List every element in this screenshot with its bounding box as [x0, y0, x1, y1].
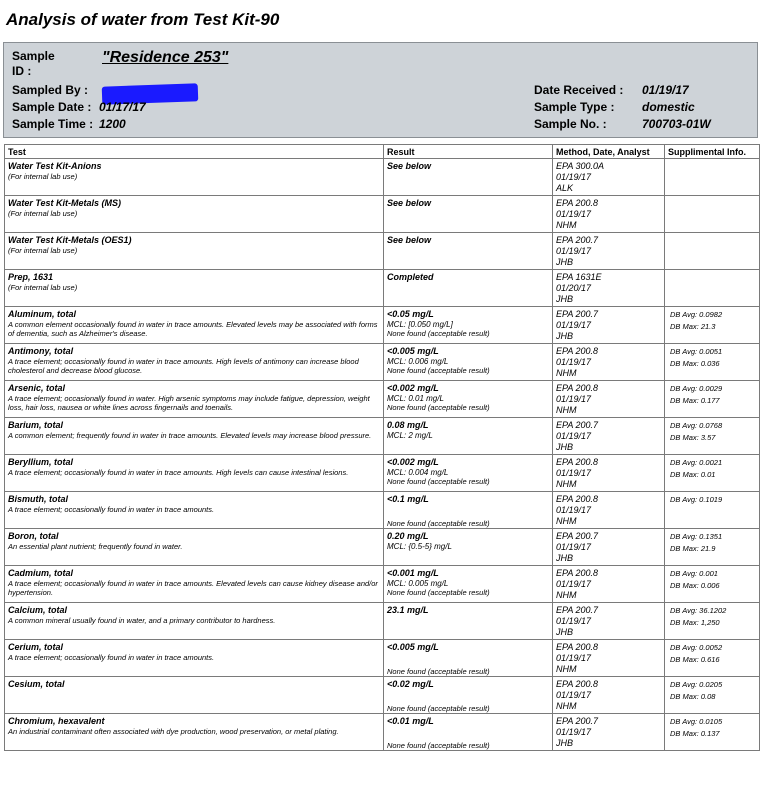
test-description: (For internal lab use): [8, 209, 78, 218]
method-cell: [553, 233, 665, 270]
supplemental-cell: [665, 529, 760, 566]
method-line: 01/19/17: [556, 727, 592, 737]
table-row: [5, 307, 760, 344]
method-line: 01/19/17: [556, 172, 592, 182]
method-line: 01/19/17: [556, 468, 592, 478]
result-value: See below: [387, 198, 432, 208]
result-note: None found (acceptable result): [387, 329, 490, 338]
table-row: [5, 381, 760, 418]
sample-time-value: 1200: [99, 117, 126, 131]
result-cell: [384, 492, 553, 529]
supplemental-cell: [665, 566, 760, 603]
method-line: 01/20/17: [556, 283, 592, 293]
result-value: <0.002 mg/L: [387, 383, 439, 393]
result-mcl: MCL: 0.004 mg/L: [387, 468, 449, 477]
test-cell: [5, 714, 384, 751]
method-line: NHM: [556, 590, 577, 600]
supplemental-line: DB Avg: 0.1351: [670, 532, 723, 541]
method-line: EPA 200.7: [556, 309, 599, 319]
supplemental-cell: [665, 159, 760, 196]
test-name: Water Test Kit-Metals (MS): [8, 198, 122, 208]
method-line: NHM: [556, 516, 577, 526]
test-description: A common element occasionally found in water in trace amounts. Elevated levels may be associated with forms of dementia, such as Alzheimer's disease.: [8, 320, 378, 338]
supplemental-cell: [665, 640, 760, 677]
method-line: 01/19/17: [556, 431, 592, 441]
result-value: 0.20 mg/L: [387, 531, 429, 541]
result-value: <0.002 mg/L: [387, 457, 439, 467]
method-line: EPA 200.8: [556, 679, 599, 689]
method-line: JHB: [556, 442, 574, 452]
result-value: 23.1 mg/L: [387, 605, 429, 615]
test-name: Cerium, total: [8, 642, 64, 652]
method-line: JHB: [556, 738, 574, 748]
method-line: NHM: [556, 220, 577, 230]
method-line: NHM: [556, 701, 577, 711]
result-cell: [384, 344, 553, 381]
method-cell: [553, 566, 665, 603]
supplemental-line: DB Max: 0.616: [670, 655, 720, 664]
test-name: Cesium, total: [8, 679, 65, 689]
table-row: [5, 492, 760, 529]
method-line: 01/19/17: [556, 209, 592, 219]
results-table: [4, 144, 760, 751]
supplemental-line: DB Max: 0.036: [670, 359, 720, 368]
result-cell: [384, 159, 553, 196]
report-title: Analysis of water from Test Kit-90: [6, 10, 280, 29]
result-value: <0.1 mg/L: [387, 494, 429, 504]
method-cell: [553, 344, 665, 381]
sample-type-value: domestic: [642, 100, 695, 114]
test-name: Antimony, total: [8, 346, 74, 356]
supplemental-line: DB Avg: 36.1202: [670, 606, 727, 615]
table-row: [5, 529, 760, 566]
result-value: <0.02 mg/L: [387, 679, 434, 689]
method-line: 01/19/17: [556, 690, 592, 700]
result-value: See below: [387, 235, 432, 245]
result-cell: [384, 418, 553, 455]
test-description: A trace element; occasionally found in water. High arsenic symptoms may include fatigue, depression, weight loss, hair loss, nausea or white lines across fingernails and toenails.: [8, 394, 370, 412]
result-value: <0.05 mg/L: [387, 309, 434, 319]
table-row: [5, 344, 760, 381]
sampled-by-label: Sampled By :: [12, 83, 89, 97]
test-description: A trace element; occasionally found in water in trace amounts. High levels of antimony can increase blood cholesterol and decrease blood glucose.: [8, 357, 359, 375]
sample-time-label: Sample Time :: [12, 117, 94, 131]
test-description: A common mineral usually found in water, and a primary contributor to hardness.: [8, 616, 276, 625]
method-line: JHB: [556, 553, 574, 563]
test-cell: [5, 566, 384, 603]
result-value: <0.005 mg/L: [387, 642, 439, 652]
result-value: See below: [387, 161, 432, 171]
method-line: EPA 200.8: [556, 198, 599, 208]
result-mcl: MCL: 0.005 mg/L: [387, 579, 449, 588]
method-line: 01/19/17: [556, 542, 592, 552]
method-line: JHB: [556, 627, 574, 637]
test-name: Prep, 1631: [8, 272, 54, 282]
supplemental-line: DB Max: 21.3: [670, 322, 716, 331]
result-value: <0.01 mg/L: [387, 716, 434, 726]
test-name: Water Test Kit-Metals (OES1): [8, 235, 132, 245]
test-description: (For internal lab use): [8, 246, 78, 255]
test-name: Boron, total: [8, 531, 59, 541]
test-cell: [5, 603, 384, 640]
method-line: 01/19/17: [556, 653, 592, 663]
supplemental-cell: [665, 381, 760, 418]
supplemental-cell: [665, 307, 760, 344]
method-line: NHM: [556, 664, 577, 674]
table-row: [5, 196, 760, 233]
result-note: None found (acceptable result): [387, 477, 490, 486]
method-cell: [553, 455, 665, 492]
supplemental-cell: [665, 196, 760, 233]
test-cell: [5, 196, 384, 233]
test-cell: [5, 233, 384, 270]
result-cell: [384, 381, 553, 418]
result-mcl: MCL: 0.006 mg/L: [387, 357, 449, 366]
result-value: <0.001 mg/L: [387, 568, 439, 578]
result-note: None found (acceptable result): [387, 403, 490, 412]
test-description: An industrial contaminant often associated with dye production, wood preservation, or metal plating.: [8, 727, 339, 736]
result-cell: [384, 603, 553, 640]
result-note: None found (acceptable result): [387, 667, 490, 676]
result-cell: [384, 714, 553, 751]
test-description: A trace element; occasionally found in water in trace amounts. High levels can cause intestinal lesions.: [8, 468, 349, 477]
method-line: EPA 200.7: [556, 605, 599, 615]
supplemental-line: DB Avg: 0.0051: [670, 347, 723, 356]
test-description: A trace element; occasionally found in water in trace amounts. Elevated levels can cause kidney disease and/or hypertension.: [8, 579, 378, 597]
sample-no-label: Sample No. :: [534, 117, 607, 131]
method-line: JHB: [556, 331, 574, 341]
method-line: NHM: [556, 405, 577, 415]
result-mcl: MCL: {0.5-5} mg/L: [387, 542, 452, 551]
date-received-value: 01/19/17: [642, 83, 689, 97]
supplemental-line: DB Max: 1,250: [670, 618, 720, 627]
table-row: [5, 159, 760, 196]
method-cell: [553, 196, 665, 233]
result-value: <0.005 mg/L: [387, 346, 439, 356]
method-cell: [553, 492, 665, 529]
supplemental-line: DB Avg: 0.1019: [670, 495, 723, 504]
test-cell: [5, 529, 384, 566]
method-line: 01/19/17: [556, 357, 592, 367]
test-name: Cadmium, total: [8, 568, 74, 578]
header-supplemental: Supplimental Info.: [665, 145, 760, 159]
supplemental-line: DB Avg: 0.0052: [670, 643, 723, 652]
test-cell: [5, 344, 384, 381]
method-cell: [553, 529, 665, 566]
method-line: EPA 200.7: [556, 716, 599, 726]
result-value: Completed: [387, 272, 434, 282]
supplemental-cell: [665, 233, 760, 270]
supplemental-cell: [665, 714, 760, 751]
table-row: [5, 566, 760, 603]
test-cell: [5, 270, 384, 307]
supplemental-line: DB Max: 0.006: [670, 581, 720, 590]
result-cell: [384, 529, 553, 566]
method-cell: [553, 270, 665, 307]
test-description: A trace element; occasionally found in water in trace amounts.: [8, 505, 215, 514]
result-note: None found (acceptable result): [387, 704, 490, 713]
method-line: 01/19/17: [556, 505, 592, 515]
header-test: Test: [5, 145, 384, 159]
result-cell: [384, 566, 553, 603]
result-cell: [384, 307, 553, 344]
method-line: ALK: [556, 183, 574, 193]
test-cell: [5, 640, 384, 677]
supplemental-line: DB Avg: 0.0021: [670, 458, 723, 467]
result-mcl: MCL: [0.050 mg/L]: [387, 320, 453, 329]
supplemental-line: DB Avg: 0.001: [670, 569, 718, 578]
result-cell: [384, 233, 553, 270]
sample-type-label: Sample Type :: [534, 100, 615, 114]
supplemental-line: DB Avg: 0.0105: [670, 717, 723, 726]
method-cell: [553, 159, 665, 196]
method-line: NHM: [556, 368, 577, 378]
sample-date-value: 01/17/17: [99, 100, 146, 114]
method-cell: [553, 381, 665, 418]
supplemental-line: DB Avg: 0.0029: [670, 384, 723, 393]
sample-date-label: Sample Date :: [12, 100, 92, 114]
table-row: [5, 418, 760, 455]
test-name: Beryllium, total: [8, 457, 74, 467]
table-row: [5, 455, 760, 492]
sample-id-label: Sample ID :: [12, 49, 55, 78]
supplemental-cell: [665, 418, 760, 455]
supplemental-cell: [665, 677, 760, 714]
test-name: Aluminum, total: [8, 309, 76, 319]
supplemental-cell: [665, 455, 760, 492]
header-result: Result: [384, 145, 553, 159]
test-description: An essential plant nutrient; frequently found in water.: [8, 542, 183, 551]
test-cell: [5, 381, 384, 418]
test-description: A trace element; occasionally found in water in trace amounts.: [8, 653, 215, 662]
table-header-row: [5, 145, 760, 159]
method-cell: [553, 640, 665, 677]
test-cell: [5, 677, 384, 714]
sample-info-panel: [3, 42, 758, 138]
test-name: Arsenic, total: [8, 383, 66, 393]
method-line: EPA 200.7: [556, 531, 599, 541]
test-cell: [5, 455, 384, 492]
method-line: EPA 200.8: [556, 642, 599, 652]
result-cell: [384, 455, 553, 492]
supplemental-line: DB Max: 3.57: [670, 433, 716, 442]
table-row: [5, 270, 760, 307]
supplemental-cell: [665, 492, 760, 529]
supplemental-line: DB Max: 0.08: [670, 692, 716, 701]
method-line: EPA 200.7: [556, 235, 599, 245]
table-row: [5, 603, 760, 640]
supplemental-line: DB Avg: 0.0768: [670, 421, 723, 430]
test-name: Chromium, hexavalent: [8, 716, 105, 726]
method-line: EPA 200.8: [556, 346, 599, 356]
method-line: EPA 200.8: [556, 383, 599, 393]
method-cell: [553, 714, 665, 751]
table-row: [5, 677, 760, 714]
table-row: [5, 714, 760, 751]
supplemental-cell: [665, 270, 760, 307]
test-name: Calcium, total: [8, 605, 68, 615]
test-cell: [5, 492, 384, 529]
supplemental-line: DB Max: 0.177: [670, 396, 720, 405]
sample-no-value: 700703-01W: [642, 117, 711, 131]
method-line: JHB: [556, 294, 574, 304]
supplemental-line: DB Avg: 0.0982: [670, 310, 723, 319]
test-name: Barium, total: [8, 420, 64, 430]
method-line: 01/19/17: [556, 246, 592, 256]
result-mcl: MCL: 2 mg/L: [387, 431, 433, 440]
result-cell: [384, 640, 553, 677]
method-line: 01/19/17: [556, 320, 592, 330]
method-cell: [553, 677, 665, 714]
method-line: JHB: [556, 257, 574, 267]
method-cell: [553, 307, 665, 344]
test-cell: [5, 307, 384, 344]
method-cell: [553, 418, 665, 455]
result-value: 0.08 mg/L: [387, 420, 429, 430]
method-line: 01/19/17: [556, 579, 592, 589]
supplemental-line: DB Max: 0.01: [670, 470, 716, 479]
result-cell: [384, 270, 553, 307]
method-line: 01/19/17: [556, 394, 592, 404]
method-line: NHM: [556, 479, 577, 489]
test-name: Bismuth, total: [8, 494, 68, 504]
test-description: (For internal lab use): [8, 283, 78, 292]
result-note: None found (acceptable result): [387, 588, 490, 597]
method-line: EPA 200.8: [556, 568, 599, 578]
header-method: Method, Date, Analyst: [553, 145, 665, 159]
supplemental-line: DB Avg: 0.0205: [670, 680, 723, 689]
test-description: A common element; frequently found in water in trace amounts. Elevated levels may increase blood pressure.: [8, 431, 372, 440]
test-name: Water Test Kit-Anions: [8, 161, 102, 171]
test-cell: [5, 418, 384, 455]
result-mcl: MCL: 0.01 mg/L: [387, 394, 444, 403]
table-row: [5, 640, 760, 677]
method-line: EPA 200.7: [556, 420, 599, 430]
result-note: None found (acceptable result): [387, 741, 490, 750]
supplemental-cell: [665, 344, 760, 381]
result-note: None found (acceptable result): [387, 366, 490, 375]
method-line: EPA 300.0A: [556, 161, 605, 171]
method-line: EPA 200.8: [556, 457, 599, 467]
method-line: EPA 1631E: [556, 272, 602, 282]
sample-id-value: "Residence 253": [102, 49, 229, 66]
result-cell: [384, 196, 553, 233]
method-line: 01/19/17: [556, 616, 592, 626]
date-received-label: Date Received :: [534, 83, 624, 97]
table-row: [5, 233, 760, 270]
supplemental-line: DB Max: 21.9: [670, 544, 716, 553]
result-note: None found (acceptable result): [387, 519, 490, 528]
supplemental-cell: [665, 603, 760, 640]
method-cell: [553, 603, 665, 640]
supplemental-line: DB Max: 0.137: [670, 729, 720, 738]
test-description: (For internal lab use): [8, 172, 78, 181]
test-cell: [5, 159, 384, 196]
method-line: EPA 200.8: [556, 494, 599, 504]
result-cell: [384, 677, 553, 714]
